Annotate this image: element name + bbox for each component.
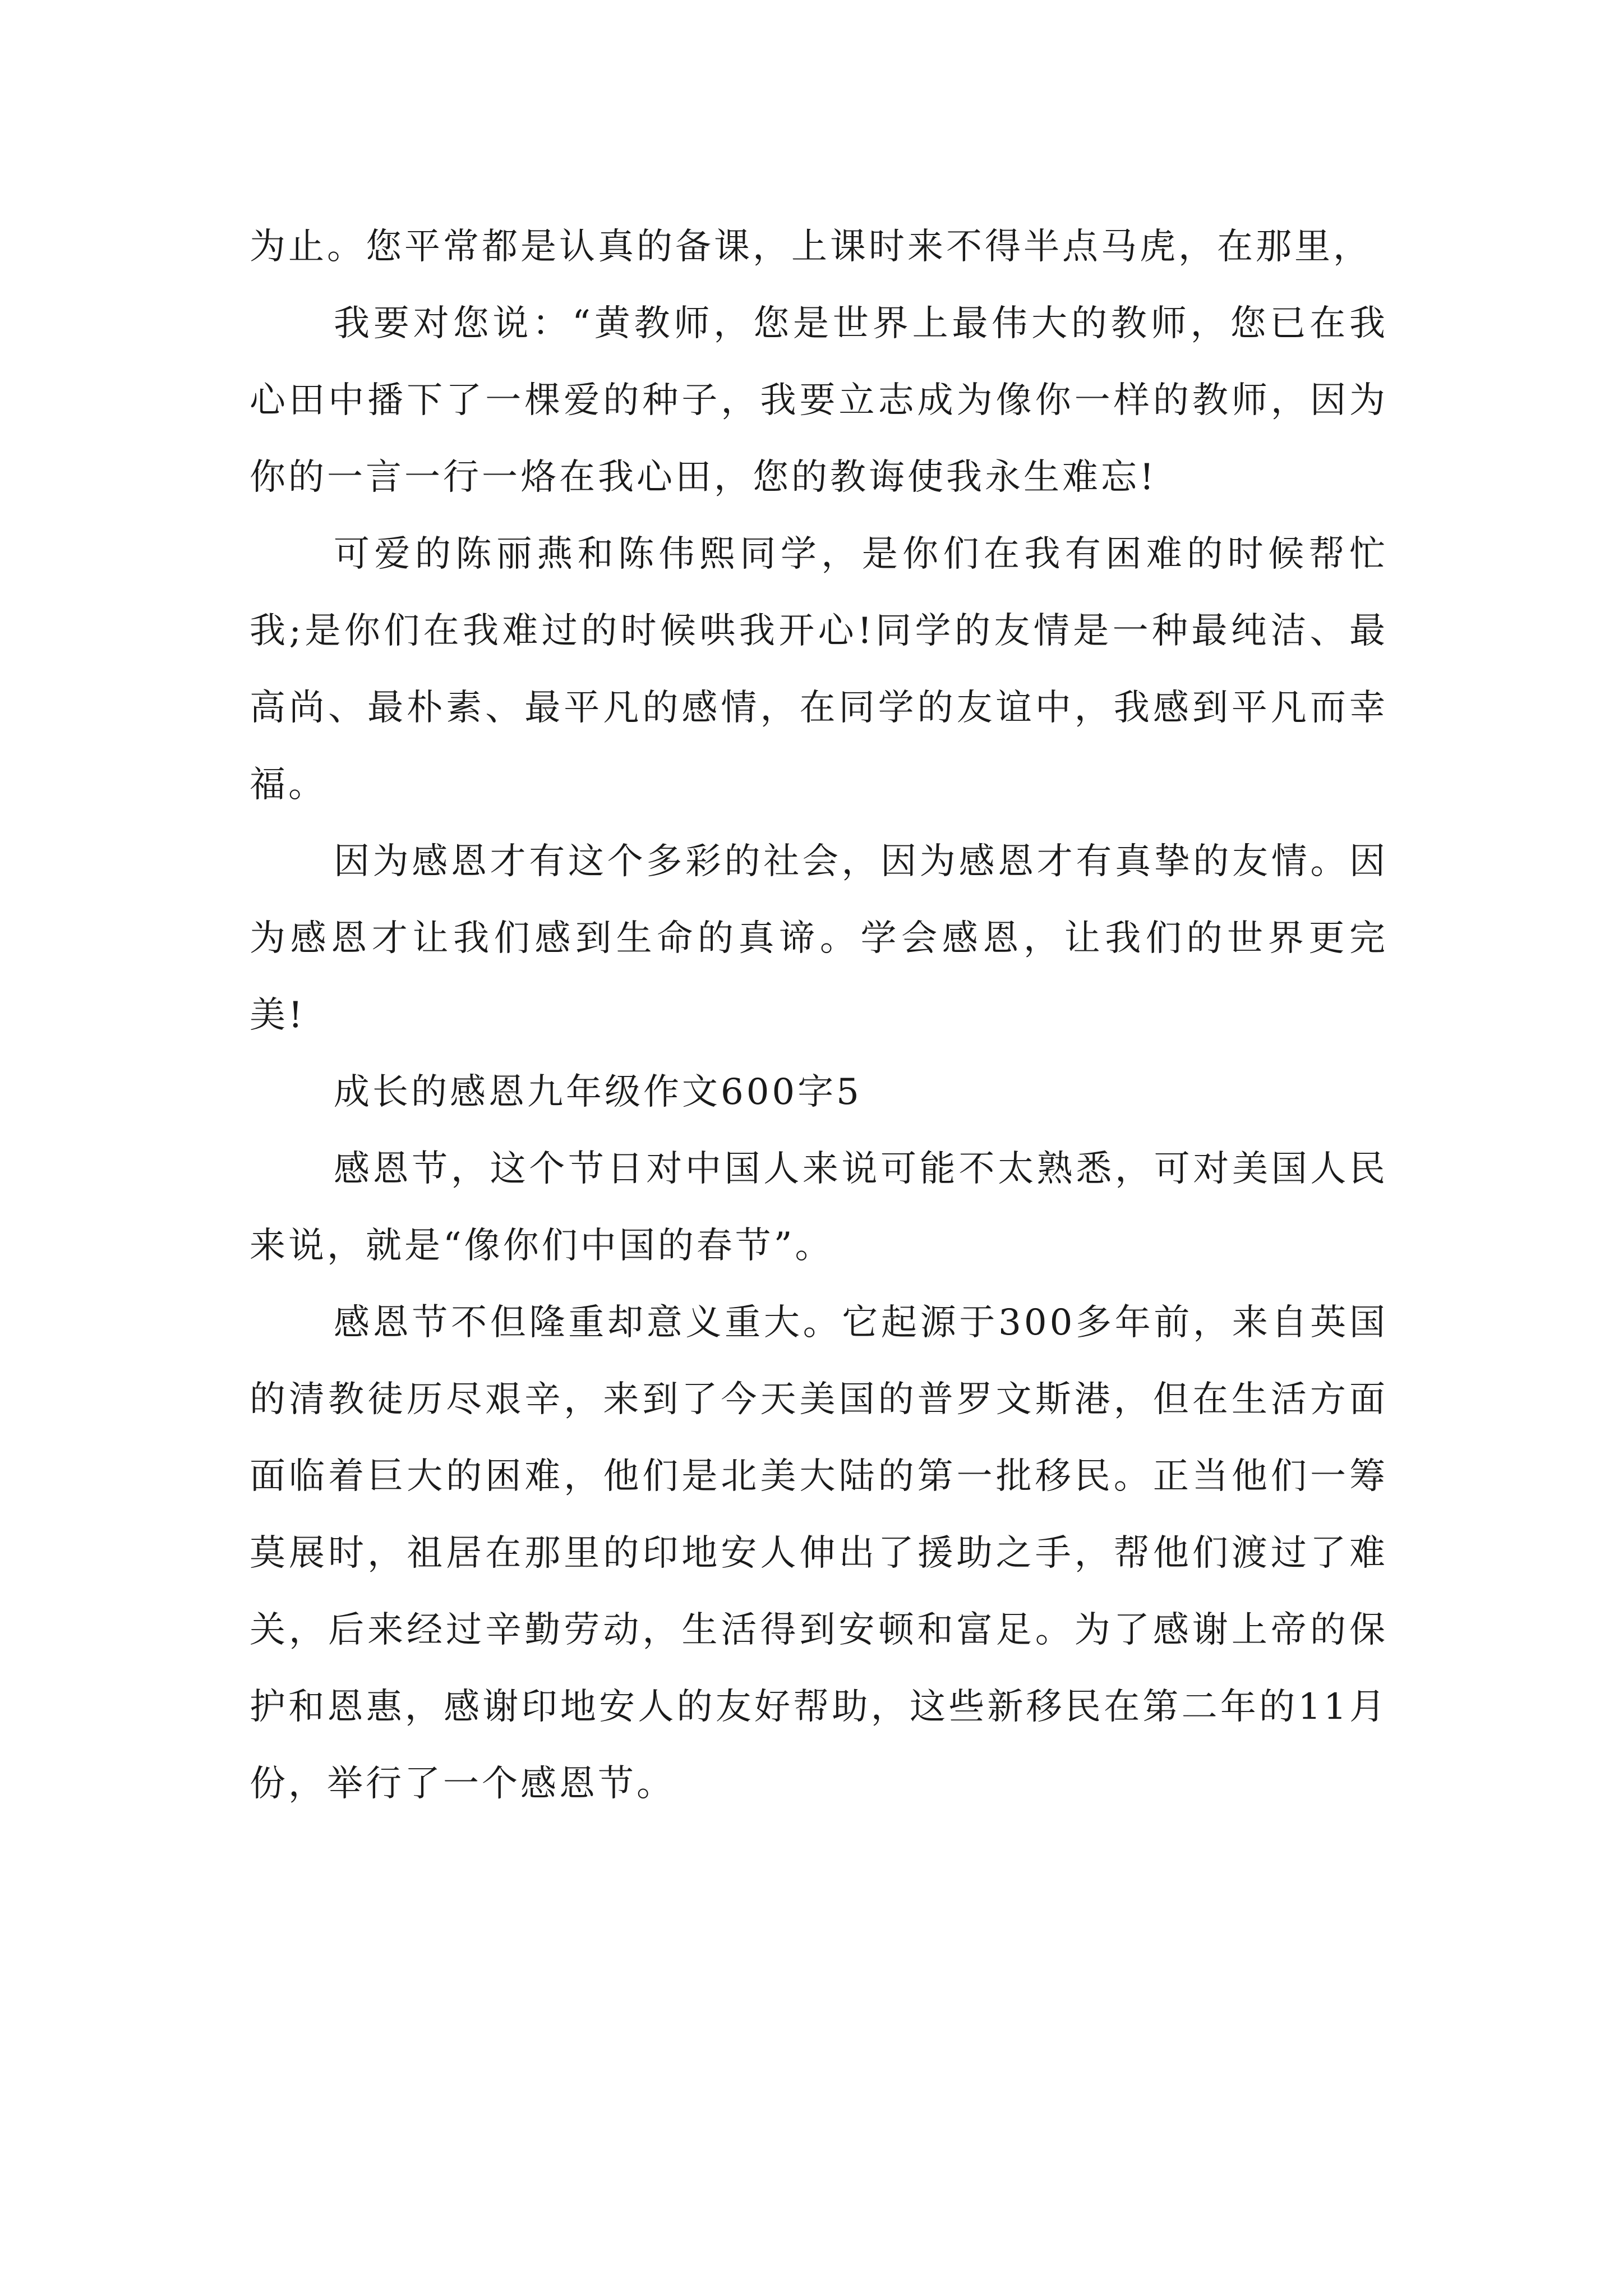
paragraph-thanksgiving-origin: 感恩节不但隆重却意义重大。它起源于300多年前，来自英国的清教徒历尽艰辛，来到了今天美国的普罗文斯港，但在生活方面面临着巨大的困难，他们是北美大陆的第一批移民。正当他们一筹莫展时，祖居在那里的印地安人伸出了援助之手，帮他们渡过了难关，后来经过辛勤劳动，生活得到安顿和富足。为了感谢上帝的保护和恩惠，感谢印地安人的友好帮助，这些新移民在第二年的11月份，举行了一个感恩节。 bbox=[250, 1302, 1388, 1805]
paragraph-continuation: 为止。您平常都是认真的备课，上课时来不得半点马虎，在那里， bbox=[250, 226, 1372, 268]
paragraph-teacher-message: 我要对您说：“黄教师，您是世界上最伟大的教师，您已在我心田中播下了一棵爱的种子，我要立志成为像你一样的教师，因为你的一言一行一烙在我心田，您的教诲使我永生难忘! bbox=[250, 303, 1388, 498]
document-body bbox=[250, 209, 1388, 1823]
paragraph-thanksgiving-intro: 感恩节，这个节日对中国人来说可能不太熟悉，可对美国人民来说，就是“像你们中国的春节”。 bbox=[250, 1148, 1388, 1267]
paragraph-gratitude-summary: 因为感恩才有这个多彩的社会，因为感恩才有真挚的友情。因为感恩才让我们感到生命的真谛。学会感恩，让我们的世界更完美! bbox=[250, 841, 1388, 1036]
paragraph-classmates: 可爱的陈丽燕和陈伟熙同学，是你们在我有困难的时候帮忙我;是你们在我难过的时候哄我开心!同学的友情是一种最纯洁、最高尚、最朴素、最平凡的感情，在同学的友谊中，我感到平凡而幸福。 bbox=[250, 533, 1388, 806]
essay-heading: 成长的感恩九年级作文600字5 bbox=[334, 1071, 862, 1113]
